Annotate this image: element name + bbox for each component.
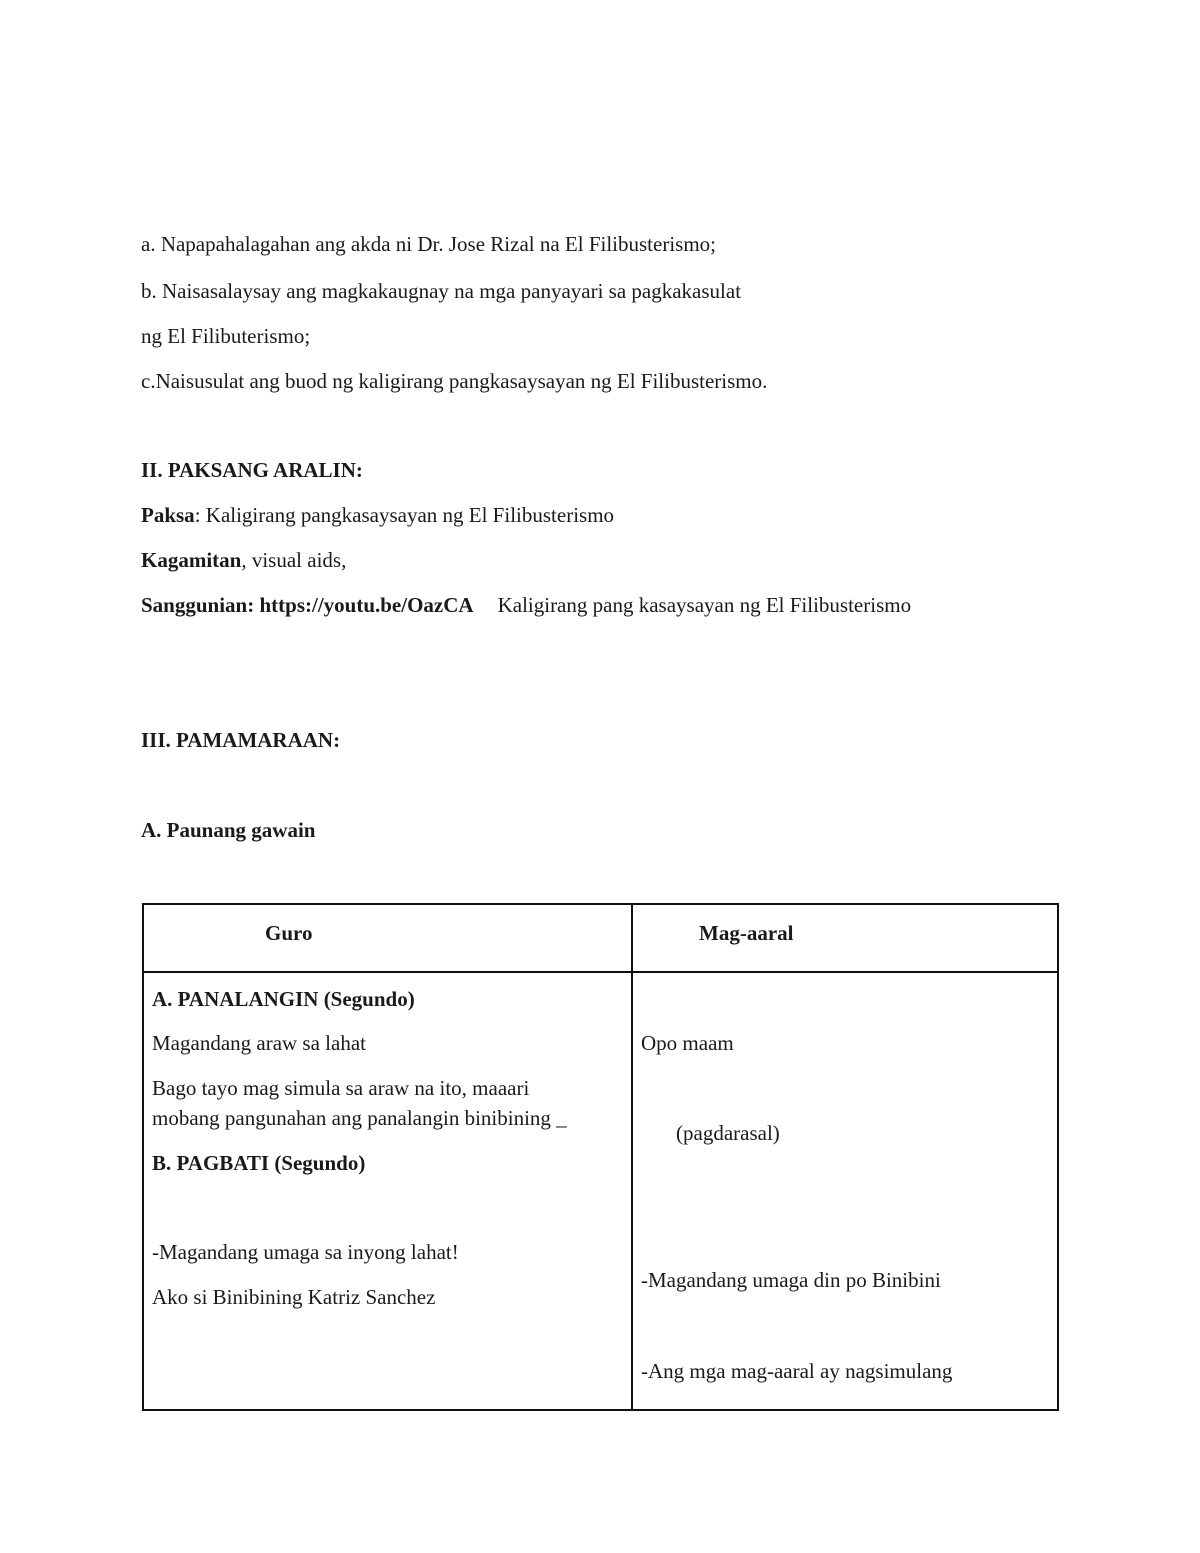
guro-intro: Ako si Binibining Katriz Sanchez [152,1285,436,1309]
sanggunian-line [141,592,911,618]
objective-c: c.Naisusulat ang buod ng kaligirang pangkasaysayan ng El Filibusterismo. [141,369,768,393]
guro-greeting: Magandang araw sa lahat [152,1031,366,1055]
panalangin-heading: A. PANALANGIN (Segundo) [152,987,415,1011]
section-3-subheading: A. Paunang gawain [141,818,316,842]
guro-request-line2: mobang pangunahan ang panalangin binibining _ [152,1106,567,1130]
section-2-heading: II. PAKSANG ARALIN: [141,458,363,482]
lesson-table [142,903,1059,1411]
sanggunian-value: Kaligirang pang kasaysayan ng El Filibusterismo [497,593,912,617]
magaaral-note: -Ang mga mag-aaral ay nagsimulang [641,1359,953,1383]
kagamitan-line [141,547,346,573]
guro-request-line1: Bago tayo mag simula sa araw na ito, maaari [152,1076,530,1100]
paksa-value: : Kaligirang pangkasaysayan ng El Filibusterismo [194,503,615,527]
sanggunian-label: Sanggunian: https://youtu.be/OazCA [141,593,474,617]
kagamitan-value: , visual aids, [241,548,347,572]
objective-b-line1: b. Naisasalaysay ang magkakaugnay na mga panyayari sa pagkakasulat [141,279,742,303]
section-3-heading: III. PAMAMARAAN: [141,728,341,752]
guro-morning: -Magandang umaga sa inyong lahat! [152,1240,459,1264]
magaaral-praying: (pagdarasal) [676,1121,780,1145]
pagbati-heading: B. PAGBATI (Segundo) [152,1151,366,1175]
header-guro: Guro [265,921,313,945]
kagamitan-label: Kagamitan [141,548,242,572]
table-column-divider [631,905,633,1409]
table-header-divider [144,971,1057,973]
objective-a: a. Napapahalagahan ang akda ni Dr. Jose Rizal na El Filibusterismo; [141,232,717,256]
magaaral-reply: Opo maam [641,1031,734,1055]
objective-b-line2: ng El Filibuterismo; [141,324,311,348]
paksa-label: Paksa [141,503,195,527]
header-magaaral: Mag-aaral [699,921,794,945]
magaaral-morning-reply: -Magandang umaga din po Binibini [641,1268,941,1292]
paksa-line [141,502,614,528]
